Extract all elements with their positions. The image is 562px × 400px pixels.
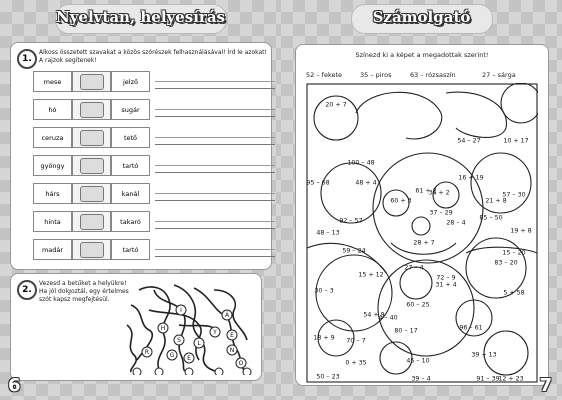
coloring-panel	[295, 44, 549, 386]
maze-letter: Á	[224, 312, 230, 319]
answer-line[interactable]	[155, 130, 275, 145]
task-number-badge: 2.	[17, 280, 37, 300]
math-expression: 28 – 4	[446, 219, 466, 227]
tree-icon	[72, 183, 111, 204]
maze-letter: E	[187, 355, 191, 362]
page-number: 6	[8, 375, 21, 396]
answer-line[interactable]	[155, 214, 275, 229]
math-expression: 70 – 7	[346, 337, 366, 345]
task1-panel	[10, 42, 272, 270]
task1-instruction-2: A rajzok segítenek!	[39, 57, 97, 64]
math-expression: 48 + 4	[355, 179, 377, 187]
maze-letter: I	[180, 307, 182, 314]
math-expression: 15 + 12	[358, 271, 384, 279]
maze-letter: R	[144, 349, 150, 356]
word-row	[33, 183, 275, 204]
coloring-instruction: Színezd ki a képet a megadottak szerint!	[355, 51, 489, 59]
legend-item: 63 – rózsaszín	[410, 71, 456, 79]
maze-drawing	[119, 280, 259, 375]
first-word: mese	[33, 71, 72, 92]
math-expression: 4 – 40	[378, 314, 398, 322]
word-row	[33, 71, 275, 92]
pencil-icon	[72, 127, 111, 148]
maze-letter: O	[238, 360, 244, 367]
task-number-badge: 1.	[17, 49, 37, 69]
right-page	[281, 0, 562, 400]
math-expression: 85 – 50	[479, 214, 503, 222]
answer-line[interactable]	[155, 242, 275, 257]
math-expression: 39 + 13	[471, 351, 497, 359]
first-word: hinta	[33, 211, 72, 232]
math-expression: 48 – 13	[316, 229, 340, 237]
math-expression: 91 – 39	[476, 375, 500, 383]
math-expression: 34 + 2	[428, 189, 450, 197]
math-expression: 16 + 19	[458, 174, 484, 182]
word-row	[33, 127, 275, 148]
math-expression: 37 – 29	[429, 209, 453, 217]
task2-instruction-3: szót kapsz megfejtésül.	[39, 296, 110, 303]
math-expression: 60 – 25	[406, 301, 430, 309]
book-icon	[72, 71, 111, 92]
first-word: madár	[33, 239, 72, 260]
math-expression: 19 + 8	[510, 227, 532, 235]
legend-item: 27 – sárga	[482, 71, 516, 79]
task2-panel	[10, 273, 262, 381]
second-word: jelző	[111, 71, 150, 92]
maze-letter: S	[177, 337, 181, 344]
task1-instruction-1: Alkoss összetett szavakat a közös szórészek felhasználásával! Írd le azokat!	[39, 49, 267, 56]
second-word: tartó	[111, 239, 150, 260]
math-expression: 10 + 17	[503, 137, 529, 145]
answer-line[interactable]	[155, 186, 275, 201]
maze-letter: N	[229, 347, 235, 354]
legend-item: 35 – piros	[360, 71, 392, 79]
task2-instruction-2: Ha jól dolgoztál, egy értelmes	[39, 288, 129, 295]
math-expression: 60 + 3	[390, 197, 412, 205]
maze-letter: Y	[213, 329, 217, 336]
math-expression: 80 – 17	[394, 327, 418, 335]
page-title: Nyelvtan, helyesírás	[56, 8, 225, 26]
word-row	[33, 239, 275, 260]
math-expression: 45 – 10	[406, 357, 430, 365]
second-word: takaró	[111, 211, 150, 232]
second-word: tető	[111, 127, 150, 148]
word-row	[33, 211, 275, 232]
math-expression: 54 – 27	[457, 137, 481, 145]
task2-instruction-1: Vezesd a betűket a helyükre!	[39, 280, 127, 287]
math-expression: 12 + 23	[498, 375, 524, 383]
legend-item: 52 – fekete	[306, 71, 343, 79]
math-expression: 5 + 58	[503, 289, 525, 297]
math-expression: 57 – 30	[502, 191, 526, 199]
first-word: hó	[33, 99, 72, 120]
math-expression: 21 + 8	[485, 197, 507, 205]
math-expression: 100 – 48	[347, 159, 375, 167]
page-title: Számolgató	[372, 8, 471, 26]
math-expression: 50 – 23	[316, 373, 340, 381]
word-row	[33, 99, 275, 120]
first-word: ceruza	[33, 127, 72, 148]
word-row	[33, 155, 275, 176]
first-word: hárs	[33, 183, 72, 204]
second-word: tartó	[111, 155, 150, 176]
math-expression: 92 – 57	[339, 217, 363, 225]
first-word: gyöngy	[33, 155, 72, 176]
swing-icon	[72, 211, 111, 232]
math-expression: 39 – 4	[411, 375, 431, 383]
math-expression: 95 – 68	[306, 179, 330, 187]
math-expression: 28 + 7	[413, 239, 435, 247]
math-expression: 54 + 9	[363, 311, 385, 319]
math-expression: 31 + 4	[435, 281, 457, 289]
answer-line[interactable]	[155, 158, 275, 173]
answer-line[interactable]	[155, 102, 275, 117]
math-expression: 15 – 20	[502, 249, 526, 257]
math-expression: 72 – 9	[436, 274, 456, 282]
math-expression: 30 – 3	[314, 287, 334, 295]
math-expression: 20 + 7	[325, 101, 347, 109]
math-expression: 18 + 9	[313, 334, 335, 342]
maze-letter: G	[169, 352, 175, 359]
page-number: 7	[539, 375, 552, 396]
snow-icon	[72, 99, 111, 120]
second-word: sugár	[111, 99, 150, 120]
math-expression: 59 – 24	[342, 247, 366, 255]
math-expression: 83 – 20	[494, 259, 518, 267]
maze-letter: E	[230, 332, 234, 339]
math-expression: 0 + 35	[345, 359, 367, 367]
answer-line[interactable]	[155, 74, 275, 89]
bird-icon	[72, 239, 111, 260]
math-expression: 27 – 4	[404, 264, 424, 272]
maze-letter: H	[160, 325, 166, 332]
math-expression: 61 + 2	[415, 187, 437, 195]
maze-letter: L	[197, 340, 201, 347]
flower-icon	[72, 155, 111, 176]
second-word: kanál	[111, 183, 150, 204]
math-expression: 96 – 61	[459, 324, 483, 332]
